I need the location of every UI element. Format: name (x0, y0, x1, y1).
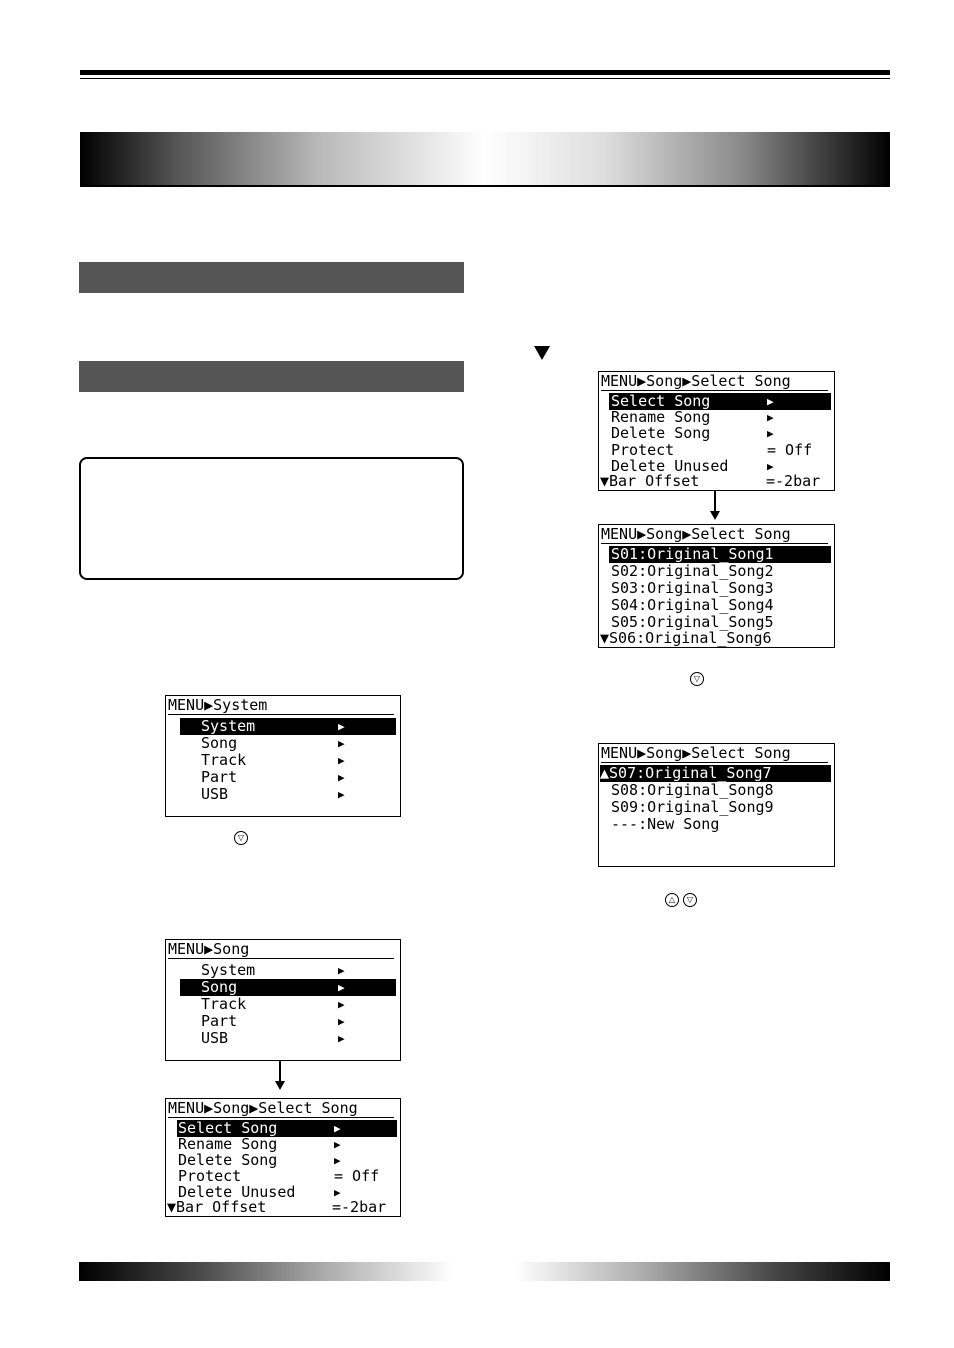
lcd-screen-song-list-1 (598, 524, 835, 648)
cursor-arrow-icon: ▶ (338, 1015, 345, 1028)
lcd-row-protect: Protect = Off (178, 1167, 380, 1185)
lcd-row-usb: USB ▶ (201, 1029, 345, 1047)
down-key-icon: ▽ (683, 893, 697, 907)
lcd-row-rename-song: Rename Song ▶ (611, 408, 774, 426)
step-marker-icon (534, 346, 550, 360)
down-key-icon: ▽ (234, 831, 248, 845)
lcd-row-protect: Protect = Off (611, 441, 813, 459)
lcd-screen-song (165, 939, 401, 1061)
top-rule-thick (80, 70, 890, 75)
subsection-bar-1 (79, 262, 464, 293)
cursor-arrow-icon: ▶ (338, 1032, 345, 1045)
lcd-row-song: Song ▶ (180, 979, 396, 996)
lcd-row-song-07: ▲S07:Original_Song7 (600, 765, 831, 782)
lcd-title: MENU▶System (168, 697, 394, 715)
lcd-row-bar-offset: ▼Bar Offset =-2bar (600, 472, 821, 490)
up-key-icon: △ (665, 893, 679, 907)
cursor-arrow-icon: ▶ (338, 720, 345, 733)
lcd-title: MENU▶Song▶Select Song (601, 526, 828, 544)
lcd-row-song-09: S09:Original_Song9 (611, 798, 774, 816)
lcd-row-song: Song ▶ (201, 734, 345, 752)
lcd-screen-song-menu-right (598, 371, 835, 491)
lcd-row-song-01: S01:Original_Song1 (609, 546, 831, 563)
lcd-row-usb: USB ▶ (201, 785, 345, 803)
lcd-title: MENU▶Song (168, 941, 394, 959)
flow-arrow-line (714, 490, 716, 512)
lcd-row-song-04: S04:Original_Song4 (611, 596, 774, 614)
lcd-row-delete-unused: Delete Unused ▶ (611, 457, 774, 475)
top-rule-thin (80, 78, 890, 79)
subsection-bar-2 (79, 361, 464, 392)
cursor-arrow-icon: ▶ (338, 981, 345, 994)
lcd-row-part: Part ▶ (201, 1012, 345, 1030)
flow-arrow-line (279, 1060, 281, 1082)
cursor-arrow-icon: ▶ (338, 771, 345, 784)
lcd-row-select-song: Select Song ▶ (177, 1120, 397, 1137)
lcd-row-bar-offset: ▼Bar Offset =-2bar (167, 1198, 387, 1216)
lcd-row-system: System ▶ (201, 961, 345, 979)
footer-band-right (515, 1262, 890, 1281)
lcd-title: MENU▶Song▶Select Song (168, 1100, 394, 1118)
note-box (79, 457, 464, 580)
lcd-title: MENU▶Song▶Select Song (601, 373, 828, 391)
flow-arrow-icon (710, 511, 720, 520)
lcd-row-delete-song: Delete Song ▶ (611, 424, 774, 442)
lcd-row-delete-unused: Delete Unused ▶ (178, 1183, 341, 1201)
cursor-arrow-icon: ▶ (338, 788, 345, 801)
lcd-title: MENU▶Song▶Select Song (601, 745, 828, 763)
cursor-arrow-icon: ▶ (338, 737, 345, 750)
lcd-row-song-02: S02:Original_Song2 (611, 562, 774, 580)
lcd-screen-song-menu-left (165, 1098, 401, 1217)
section-header-band (80, 132, 890, 187)
lcd-row-song-03: S03:Original_Song3 (611, 579, 774, 597)
lcd-row-song-06: ▼S06:Original_Song6 (600, 629, 772, 647)
lcd-row-select-song: Select Song ▶ (609, 393, 831, 410)
lcd-row-track: Track ▶ (201, 751, 345, 769)
cursor-arrow-icon: ▶ (338, 998, 345, 1011)
lcd-row-song-05: S05:Original_Song5 (611, 613, 774, 631)
lcd-screen-system (165, 695, 401, 817)
lcd-row-new-song: ---:New Song (611, 815, 720, 833)
cursor-arrow-icon: ▶ (338, 754, 345, 767)
lcd-row-system: System ▶ (180, 718, 396, 735)
lcd-row-rename-song: Rename Song ▶ (178, 1135, 341, 1153)
down-key-icon: ▽ (690, 672, 704, 686)
footer-band-left (79, 1262, 454, 1281)
lcd-row-track: Track ▶ (201, 995, 345, 1013)
lcd-row-part: Part ▶ (201, 768, 345, 786)
lcd-row-song-08: S08:Original_Song8 (611, 781, 774, 799)
lcd-screen-song-list-2 (598, 743, 835, 867)
lcd-row-delete-song: Delete Song ▶ (178, 1151, 341, 1169)
flow-arrow-icon (275, 1081, 285, 1090)
cursor-arrow-icon: ▶ (338, 964, 345, 977)
